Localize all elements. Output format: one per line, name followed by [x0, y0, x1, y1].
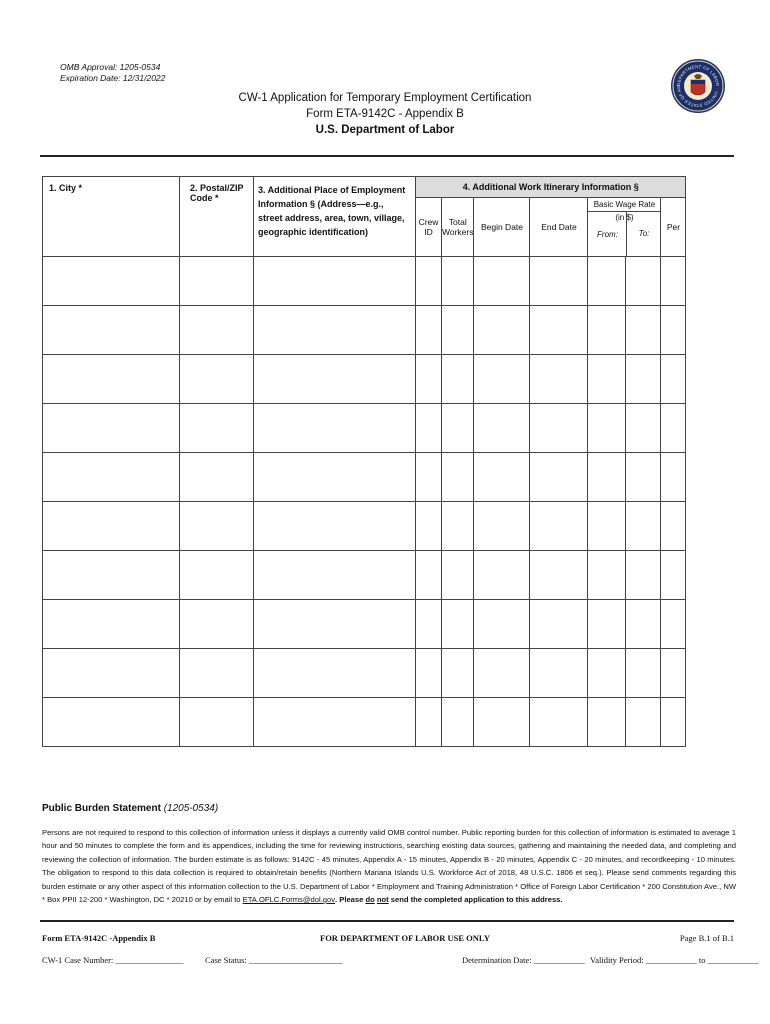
per-cell[interactable]: [661, 257, 686, 306]
wage-from-cell[interactable]: [588, 698, 626, 747]
place-cell[interactable]: [254, 355, 416, 404]
table-row: [43, 698, 686, 747]
city-cell[interactable]: [43, 502, 180, 551]
table-row: [43, 355, 686, 404]
wage-from-cell[interactable]: [588, 600, 626, 649]
place-cell[interactable]: [254, 257, 416, 306]
table-row: [43, 649, 686, 698]
crew-id-cell[interactable]: [416, 551, 442, 600]
burden-text: Persons are not required to respond to this collection of information unless it displays a currently valid OMB control number. Public reporting burden for this collection of information is estimated to average 1 hour and 50 minutes to complete the form and its appendices, including the time for reviewing instructions, searching existing data sources, gathering and maintaining the needed data, and completing and reviewing the collection of information. The burden estimate is as follows: 9142C - 45 minutes, Appendix A - 15 minutes, Appendix B - 20 minutes, Appendix C - 20 minutes, and recordkeeping - 10 minutes. The obligation to respond to this data collection is required to obtain/retain benefits (Northern Mariana Islands U.S. Workforce Act of 2018, 48 U.S.C. 1806 et seq.). Please send comments regarding this burden estimate or any other aspect of this information collection to the U.S. Department of Labor * Employment and Training Administration * Office of Foreign Labor Certification * 200 Constitution Ave., NW * Box PPII 12-200 * Washington, DC * 20210 or by email to: [42, 828, 736, 905]
total-workers-cell[interactable]: [442, 355, 474, 404]
crew-id-cell[interactable]: [416, 649, 442, 698]
wage-from-cell[interactable]: [588, 649, 626, 698]
end-date-cell[interactable]: [530, 355, 588, 404]
total-workers-cell[interactable]: [442, 404, 474, 453]
wage-from-cell[interactable]: [588, 404, 626, 453]
top-divider: [40, 155, 734, 157]
begin-date-cell[interactable]: [474, 649, 530, 698]
city-cell[interactable]: [43, 551, 180, 600]
place-cell[interactable]: [254, 453, 416, 502]
city-cell[interactable]: [43, 257, 180, 306]
per-cell[interactable]: [661, 600, 686, 649]
wage-header-cell: [588, 198, 661, 257]
footer-page-number: Page B.1 of B.1: [679, 933, 734, 943]
begin-date-cell[interactable]: [474, 600, 530, 649]
total-workers-cell[interactable]: [442, 600, 474, 649]
burden-title-text: Public Burden Statement: [42, 803, 161, 814]
per-cell[interactable]: [661, 404, 686, 453]
zip-cell[interactable]: [180, 502, 254, 551]
per-header: Per: [661, 198, 686, 257]
burden-closing-not: not: [376, 895, 389, 905]
city-cell[interactable]: [43, 600, 180, 649]
city-header: 1. City *: [43, 177, 180, 257]
crew-id-cell[interactable]: [416, 698, 442, 747]
zip-cell[interactable]: [180, 551, 254, 600]
total-workers-cell[interactable]: [442, 306, 474, 355]
burden-title-number: (1205-0534): [163, 803, 219, 814]
itinerary-table: [42, 176, 686, 747]
end-date-cell[interactable]: [530, 649, 588, 698]
begin-date-cell[interactable]: [474, 502, 530, 551]
footer-dol-use: FOR DEPARTMENT OF LABOR USE ONLY: [320, 933, 490, 943]
burden-statement-title: [42, 803, 218, 814]
begin-date-header: Begin Date: [474, 198, 530, 257]
table-row: [43, 453, 686, 502]
case-number-field[interactable]: CW-1 Case Number: ________________: [42, 955, 184, 965]
total-workers-cell[interactable]: [442, 551, 474, 600]
end-date-cell[interactable]: [530, 600, 588, 649]
wage-to-header: To:: [626, 212, 660, 256]
wage-from-cell[interactable]: [588, 453, 626, 502]
zip-cell[interactable]: [180, 306, 254, 355]
wage-to-cell[interactable]: [626, 551, 661, 600]
total-workers-header: Total Workers: [442, 198, 474, 257]
omb-approval: OMB Approval: 1205-0534: [60, 62, 161, 72]
crew-id-cell[interactable]: [416, 502, 442, 551]
determination-date-field[interactable]: Determination Date: ____________: [462, 955, 585, 965]
wage-to-cell[interactable]: [626, 649, 661, 698]
city-cell[interactable]: [43, 698, 180, 747]
place-cell[interactable]: [254, 306, 416, 355]
crew-id-cell[interactable]: [416, 257, 442, 306]
place-cell[interactable]: [254, 502, 416, 551]
agency-name: U.S. Department of Labor: [315, 124, 455, 136]
table-row: [43, 502, 686, 551]
wage-to-cell[interactable]: [626, 600, 661, 649]
crew-id-cell[interactable]: [416, 600, 442, 649]
zip-cell[interactable]: [180, 698, 254, 747]
zip-cell[interactable]: [180, 600, 254, 649]
bottom-divider: [40, 920, 734, 922]
per-cell[interactable]: [661, 502, 686, 551]
city-cell[interactable]: [43, 355, 180, 404]
table-row: [43, 306, 686, 355]
svg-text:DEPARTMENT OF LABOR · UNITED S: DEPARTMENT OF LABOR · UNITED STATES OF AM: [675, 63, 721, 109]
wage-rate-header: Basic Wage Rate (in $): [588, 198, 660, 212]
wage-from-cell[interactable]: [588, 355, 626, 404]
place-cell[interactable]: [254, 404, 416, 453]
case-status-field[interactable]: Case Status: ______________________: [205, 955, 343, 965]
validity-period-field[interactable]: Validity Period: ____________ to ____________: [590, 955, 759, 965]
expiration-date: Expiration Date: 12/31/2022: [60, 73, 166, 83]
table-row: [43, 404, 686, 453]
per-cell[interactable]: [661, 306, 686, 355]
wage-to-cell[interactable]: [626, 404, 661, 453]
begin-date-cell[interactable]: [474, 453, 530, 502]
place-cell[interactable]: [254, 551, 416, 600]
crew-id-header: Crew ID: [416, 198, 442, 257]
wage-from-cell[interactable]: [588, 551, 626, 600]
zip-cell[interactable]: [180, 257, 254, 306]
wage-to-cell[interactable]: [626, 453, 661, 502]
city-cell[interactable]: [43, 649, 180, 698]
burden-statement: [42, 826, 736, 906]
dol-seal-icon: [670, 58, 726, 114]
place-cell[interactable]: [254, 600, 416, 649]
zip-cell[interactable]: [180, 453, 254, 502]
begin-date-cell[interactable]: [474, 257, 530, 306]
per-cell[interactable]: [661, 355, 686, 404]
begin-date-cell[interactable]: [474, 698, 530, 747]
end-date-cell[interactable]: [530, 551, 588, 600]
wage-from-cell[interactable]: [588, 257, 626, 306]
section-4-header: 4. Additional Work Itinerary Information §: [416, 177, 686, 198]
crew-id-cell[interactable]: [416, 355, 442, 404]
end-date-cell[interactable]: [530, 306, 588, 355]
place-cell[interactable]: [254, 649, 416, 698]
wage-from-cell[interactable]: [588, 306, 626, 355]
per-cell[interactable]: [661, 551, 686, 600]
end-date-cell[interactable]: [530, 502, 588, 551]
begin-date-cell[interactable]: [474, 404, 530, 453]
table-row: [43, 600, 686, 649]
form-subtitle: Form ETA-9142C - Appendix B: [306, 108, 464, 120]
total-workers-cell[interactable]: [442, 453, 474, 502]
wage-to-cell[interactable]: [626, 698, 661, 747]
zip-cell[interactable]: [180, 649, 254, 698]
per-cell[interactable]: [661, 453, 686, 502]
begin-date-cell[interactable]: [474, 551, 530, 600]
zip-cell[interactable]: [180, 355, 254, 404]
total-workers-cell[interactable]: [442, 649, 474, 698]
footer-form-name: Form ETA-9142C -Appendix B: [42, 933, 156, 943]
end-date-cell[interactable]: [530, 453, 588, 502]
crew-id-cell[interactable]: [416, 404, 442, 453]
total-workers-cell[interactable]: [442, 502, 474, 551]
wage-to-cell[interactable]: [626, 306, 661, 355]
wage-from-header: From:: [597, 229, 618, 239]
burden-closing-do: do: [365, 895, 375, 905]
place-header: 3. Additional Place of Employment Information § (Address—e.g., street address, area, town, village, geographic identification): [254, 177, 416, 257]
begin-date-cell[interactable]: [474, 306, 530, 355]
wage-to-cell[interactable]: [626, 502, 661, 551]
end-date-cell[interactable]: [530, 257, 588, 306]
wage-to-cell[interactable]: [626, 355, 661, 404]
wage-to-cell[interactable]: [626, 257, 661, 306]
burden-closing-1: . Please: [335, 895, 366, 905]
per-cell[interactable]: [661, 649, 686, 698]
end-date-cell[interactable]: [530, 404, 588, 453]
total-workers-cell[interactable]: [442, 698, 474, 747]
place-cell[interactable]: [254, 698, 416, 747]
zip-header: 2. Postal/ZIP Code *: [180, 177, 254, 257]
form-title: CW-1 Application for Temporary Employment Certification: [238, 92, 532, 104]
omb-info: [60, 62, 165, 84]
table-row: [43, 257, 686, 306]
crew-id-cell[interactable]: [416, 306, 442, 355]
total-workers-cell[interactable]: [442, 257, 474, 306]
begin-date-cell[interactable]: [474, 355, 530, 404]
table-row: [43, 551, 686, 600]
crew-id-cell[interactable]: [416, 453, 442, 502]
burden-closing-2: send the completed application to this address.: [388, 895, 563, 905]
wage-from-cell[interactable]: [588, 502, 626, 551]
city-cell[interactable]: [43, 404, 180, 453]
email-link[interactable]: ETA.OFLC.Forms@dol.gov: [242, 895, 336, 905]
city-cell[interactable]: [43, 306, 180, 355]
per-cell[interactable]: [661, 698, 686, 747]
city-cell[interactable]: [43, 453, 180, 502]
end-date-header: End Date: [530, 198, 588, 257]
zip-cell[interactable]: [180, 404, 254, 453]
end-date-cell[interactable]: [530, 698, 588, 747]
